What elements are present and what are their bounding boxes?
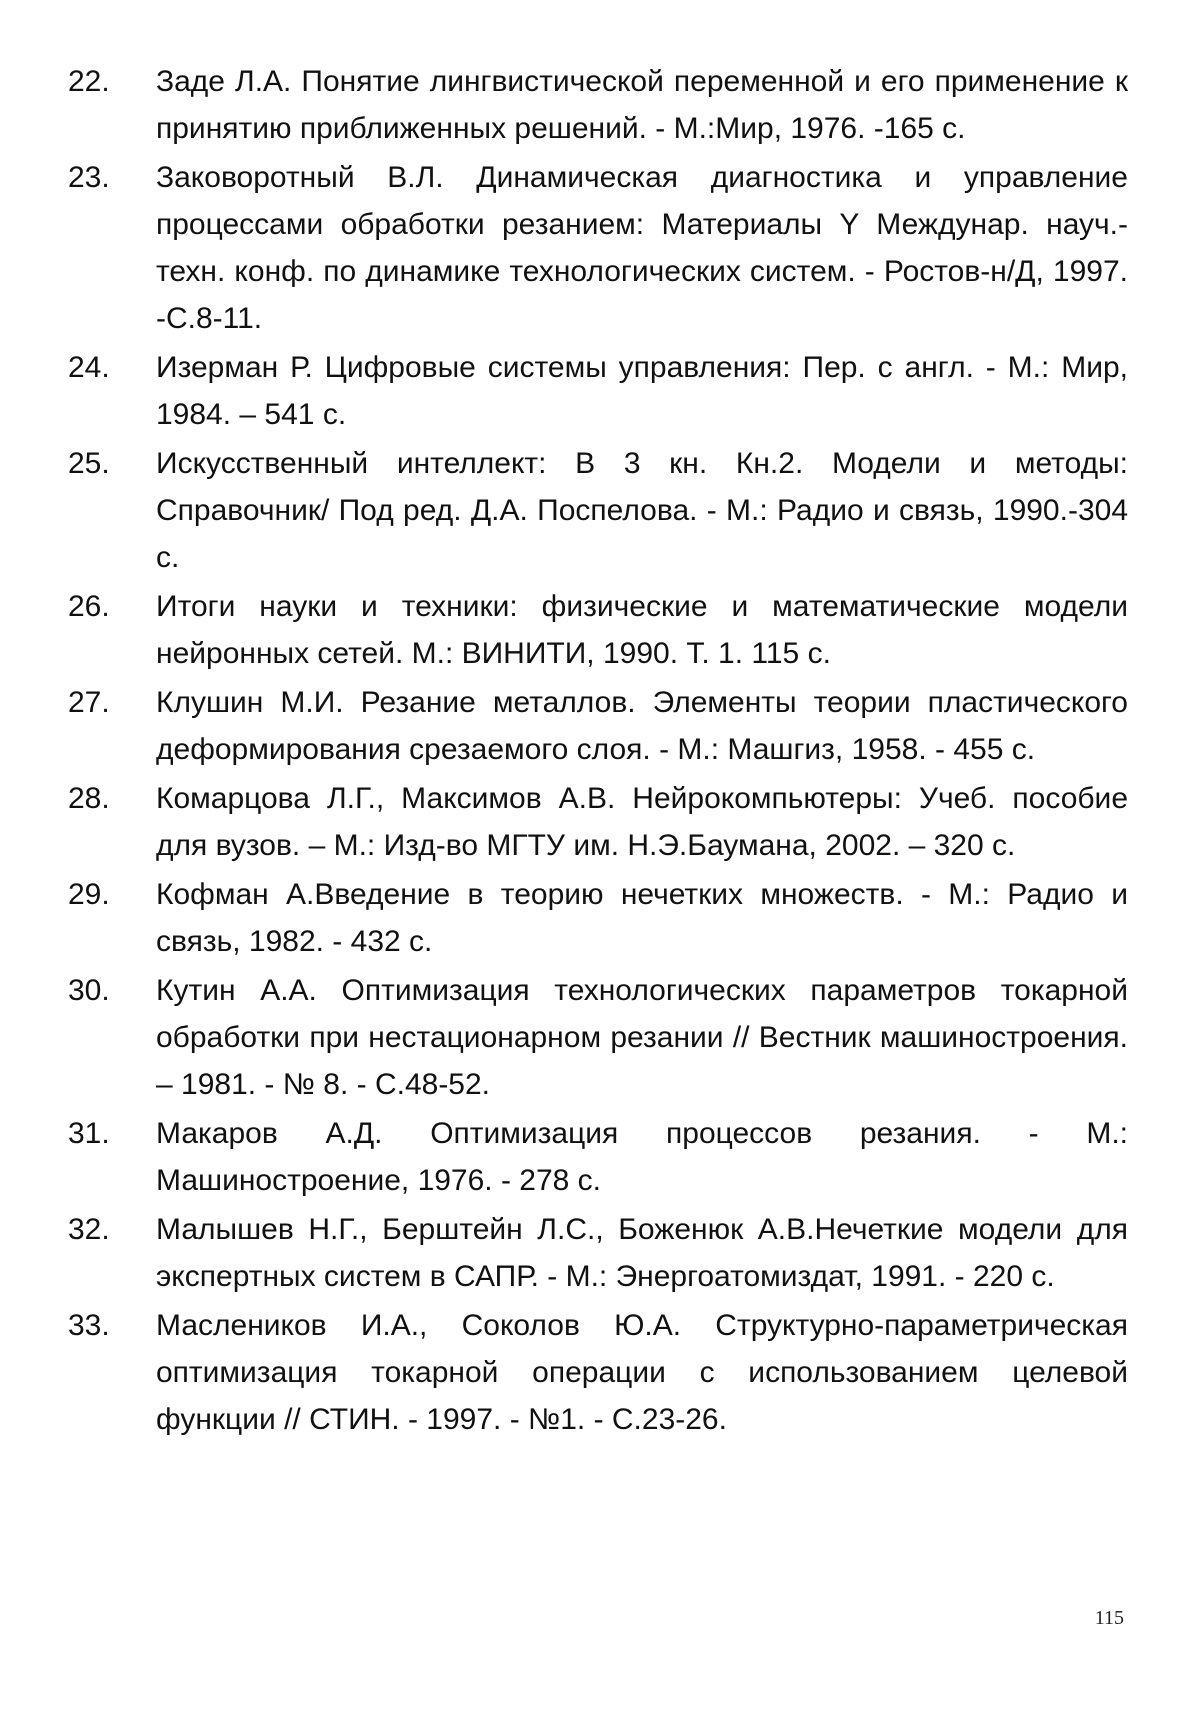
- reference-item-30: [68, 967, 1128, 1108]
- reference-number: 32.: [68, 1213, 110, 1246]
- reference-item-25: [68, 440, 1128, 581]
- reference-item-27: [68, 679, 1128, 773]
- reference-text: Заковоротный В.Л. Динамическая диагностика и управление процессами обработки резанием: Материалы Y Междунар. науч.-техн. конф. по динамике технологических систем. - Ростов-н/Д, 1997. -С.8-11.: [156, 161, 1128, 335]
- reference-item-26: [68, 583, 1128, 677]
- reference-number: 33.: [68, 1309, 110, 1342]
- reference-number: 24.: [68, 351, 110, 384]
- reference-item-24: [68, 344, 1128, 438]
- reference-text: Маслеников И.А., Соколов Ю.А. Структурно-параметрическая оптимизация токарной операции с использованием целевой функции // СТИН. - 1997. - №1. - С.23-26.: [156, 1309, 1128, 1436]
- reference-text: Итоги науки и техники: физические и математические модели нейронных сетей. М.: ВИНИТИ, 1990. Т. 1. 115 с.: [156, 590, 1128, 670]
- reference-text: Кофман А.Введение в теорию нечетких множеств. - М.: Радио и связь, 1982. - 432 с.: [156, 878, 1128, 958]
- reference-number: 28.: [68, 782, 110, 815]
- reference-text: Заде Л.А. Понятие лингвистической переменной и его применение к принятию приближенных решений. - М.:Мир, 1976. -165 с.: [156, 65, 1128, 145]
- reference-text: Комарцова Л.Г., Максимов А.В. Нейрокомпьютеры: Учеб. пособие для вузов. – М.: Изд-во МГТУ им. Н.Э.Баумана, 2002. – 320 с.: [156, 782, 1128, 862]
- reference-number: 31.: [68, 1117, 110, 1150]
- reference-item-32: [68, 1206, 1128, 1300]
- reference-number: 29.: [68, 878, 110, 911]
- page-number: 115: [1094, 1607, 1124, 1629]
- reference-number: 25.: [68, 447, 110, 480]
- reference-item-33: [68, 1302, 1128, 1443]
- reference-item-22: [68, 58, 1128, 152]
- reference-number: 26.: [68, 590, 110, 623]
- reference-text: Искусственный интеллект: В 3 кн. Кн.2. Модели и методы: Справочник/ Под ред. Д.А. Поспелова. - М.: Радио и связь, 1990.-304 с.: [156, 447, 1128, 574]
- reference-text: Малышев Н.Г., Берштейн Л.С., Боженюк А.В.Нечеткие модели для экспертных систем в САПР. - М.: Энергоатомиздат, 1991. - 220 с.: [156, 1213, 1128, 1293]
- reference-item-31: [68, 1110, 1128, 1204]
- reference-page: [68, 58, 1128, 1445]
- reference-number: 22.: [68, 65, 110, 98]
- reference-item-28: [68, 775, 1128, 869]
- reference-number: 23.: [68, 161, 110, 194]
- reference-text: Клушин М.И. Резание металлов. Элементы теории пластического деформирования срезаемого слоя. - М.: Машгиз, 1958. - 455 с.: [156, 686, 1128, 766]
- reference-text: Макаров А.Д. Оптимизация процессов резания. - М.: Машиностроение, 1976. - 278 с.: [156, 1117, 1128, 1197]
- reference-number: 30.: [68, 974, 110, 1007]
- reference-item-29: [68, 871, 1128, 965]
- reference-item-23: [68, 154, 1128, 342]
- reference-text: Кутин А.А. Оптимизация технологических параметров токарной обработки при нестационарном резании // Вестник машиностроения. – 1981. - № 8. - С.48-52.: [156, 974, 1128, 1101]
- reference-text: Изерман Р. Цифровые системы управления: Пер. с англ. - М.: Мир, 1984. – 541 с.: [156, 351, 1128, 431]
- reference-number: 27.: [68, 686, 110, 719]
- reference-list: [68, 58, 1128, 1443]
